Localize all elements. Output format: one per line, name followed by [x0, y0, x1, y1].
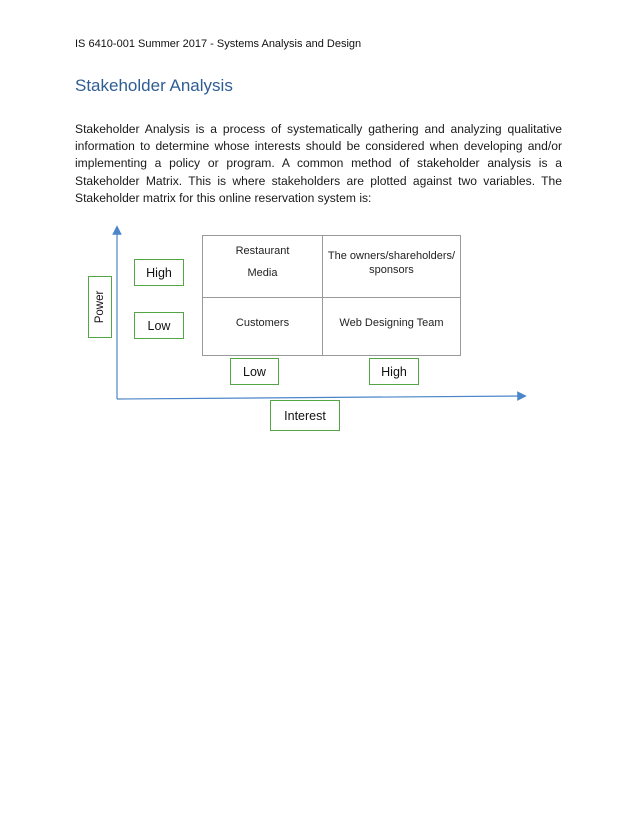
power-axis-label-box — [88, 276, 112, 338]
cell-text: Web Designing Team — [339, 317, 444, 329]
section-title: Stakeholder Analysis — [75, 76, 233, 95]
power-high-label: High — [134, 259, 184, 286]
cell-text: Media — [247, 267, 278, 279]
cell-text: Restaurant — [235, 245, 290, 257]
cell-high-power-high-interest — [322, 235, 461, 298]
cell-high-power-low-interest — [202, 235, 323, 298]
cell-low-power-high-interest — [322, 297, 461, 356]
interest-low-label: Low — [230, 358, 279, 385]
cell-text: Customers — [235, 317, 290, 329]
power-axis-label: Power — [94, 290, 106, 324]
interest-high-label: High — [369, 358, 419, 385]
interest-axis-line — [117, 396, 522, 399]
cell-text: sponsors — [369, 264, 414, 276]
power-low-label: Low — [134, 312, 184, 339]
section-paragraph: Stakeholder Analysis is a process of systematically gathering and analyzing qualitative information to determine whose interests should be considered when developing and/or implementing a policy or program. A common method of stakeholder analysis is a Stakeholder Matrix. This is where stakeholders are plotted against two variables. The Stakeholder matrix for this online reservation system is: — [75, 122, 562, 205]
interest-axis-label: Interest — [270, 400, 340, 431]
cell-low-power-low-interest — [202, 297, 323, 356]
page-header: IS 6410-001 Summer 2017 - Systems Analysis and Design — [75, 38, 362, 50]
cell-text: The owners/shareholders/ — [327, 250, 456, 262]
